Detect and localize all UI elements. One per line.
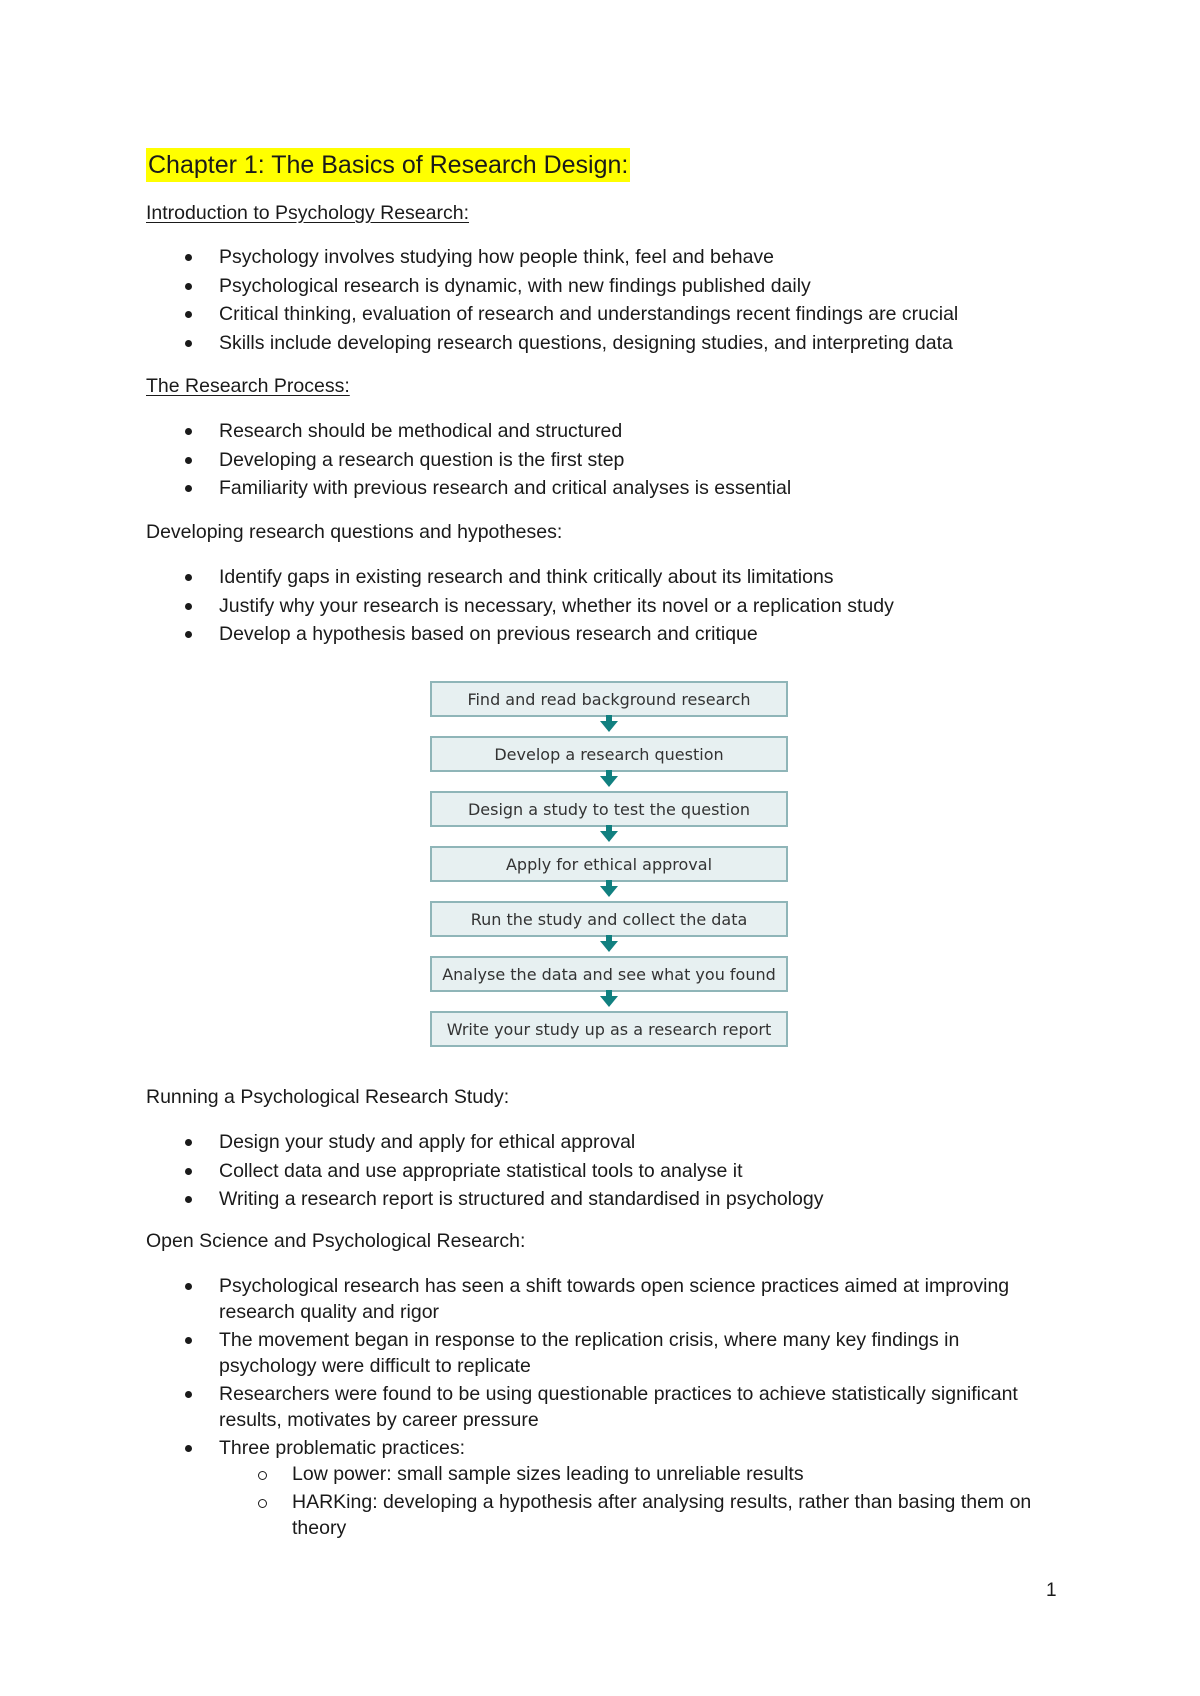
list-item: Skills include developing research questions, designing studies, and interpreting data	[146, 330, 1076, 357]
arrow-down-icon	[600, 941, 618, 952]
bullet-list-intro	[146, 244, 1076, 358]
section-heading-intro: Introduction to Psychology Research:	[146, 202, 470, 224]
list-item-label: Three problematic practices:	[219, 1437, 466, 1459]
bullet-list-research-process	[146, 418, 1076, 504]
arrow-down-icon	[600, 831, 618, 842]
list-item: Critical thinking, evaluation of research and understandings recent findings are crucial	[146, 301, 1076, 328]
arrow-down-icon	[600, 721, 618, 732]
sub-list-item: Low power: small sample sizes leading to unreliable results	[219, 1461, 1046, 1487]
list-item	[146, 1435, 1046, 1541]
flow-step-label: Run the study and collect the data	[470, 909, 748, 929]
page-number: 1	[1046, 1580, 1057, 1601]
bullet-list-running-study	[146, 1129, 1076, 1215]
arrow-down-icon	[600, 776, 618, 787]
list-item: Justify why your research is necessary, whether its novel or a replication study	[146, 593, 1076, 620]
sub-bullet-list	[219, 1461, 1046, 1541]
flow-step-label: Analyse the data and see what you found	[442, 964, 776, 984]
flow-step	[430, 681, 788, 717]
arrow-down-icon	[600, 886, 618, 897]
flow-step-label: Develop a research question	[494, 744, 724, 764]
list-item: Psychological research is dynamic, with new findings published daily	[146, 273, 1076, 300]
list-item: Psychological research has seen a shift towards open science practices aimed at improving research quality and rigor	[146, 1273, 1046, 1325]
list-item: Research should be methodical and structured	[146, 418, 1076, 445]
list-item: The movement began in response to the replication crisis, where many key findings in psychology were difficult to replicate	[146, 1327, 1046, 1379]
flow-step-label: Write your study up as a research report	[446, 1019, 772, 1039]
flow-step	[430, 791, 788, 827]
list-item: Developing a research question is the first step	[146, 447, 1076, 474]
section-heading-research-process: The Research Process:	[146, 375, 350, 397]
flow-step	[430, 846, 788, 882]
flow-step	[430, 736, 788, 772]
flow-step-label: Find and read background research	[467, 689, 751, 709]
chapter-title: Chapter 1: The Basics of Research Design:	[146, 148, 630, 182]
list-item: Develop a hypothesis based on previous research and critique	[146, 621, 1076, 648]
research-process-flowchart	[430, 681, 796, 1066]
list-item: Familiarity with previous research and critical analyses is essential	[146, 475, 1076, 502]
list-item: Collect data and use appropriate statistical tools to analyse it	[146, 1158, 1076, 1185]
section-heading-hypotheses: Developing research questions and hypotheses:	[146, 521, 563, 543]
list-item: Psychology involves studying how people think, feel and behave	[146, 244, 1076, 271]
flow-step	[430, 956, 788, 992]
bullet-list-open-science	[146, 1273, 1046, 1543]
sub-list-item: HARKing: developing a hypothesis after analysing results, rather than basing them on theory	[219, 1489, 1046, 1541]
bullet-list-hypotheses	[146, 564, 1076, 650]
flow-step-label: Design a study to test the question	[467, 799, 751, 819]
flow-step-label: Apply for ethical approval	[505, 854, 713, 874]
arrow-down-icon	[600, 996, 618, 1007]
flow-step	[430, 1011, 788, 1047]
list-item: Writing a research report is structured and standardised in psychology	[146, 1186, 1076, 1213]
list-item: Researchers were found to be using questionable practices to achieve statistically significant results, motivates by career pressure	[146, 1381, 1046, 1433]
list-item: Design your study and apply for ethical approval	[146, 1129, 1076, 1156]
section-heading-open-science: Open Science and Psychological Research:	[146, 1230, 526, 1252]
flow-step	[430, 901, 788, 937]
section-heading-running-study: Running a Psychological Research Study:	[146, 1086, 510, 1108]
list-item: Identify gaps in existing research and think critically about its limitations	[146, 564, 1076, 591]
